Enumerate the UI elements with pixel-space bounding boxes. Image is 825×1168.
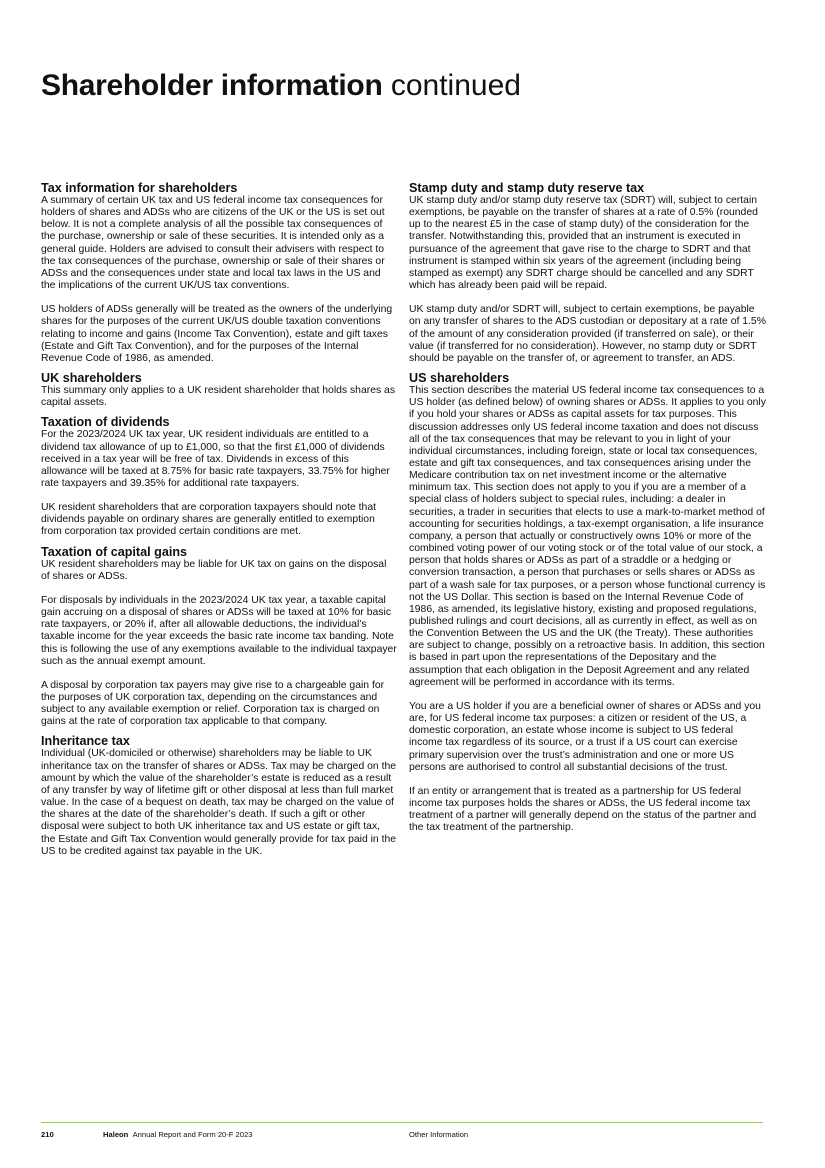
right-column [409, 182, 767, 835]
footer-section-name: Other Information [409, 1130, 469, 1139]
paragraph: This section describes the material US federal income tax consequences to a US holder (as defined below) of owning shares or ADSs. It applies to you only if you hold your shares or ADSs as capital assets for tax purposes. This discussion addresses only US federal income taxation and does not discuss all of the tax consequences that may be relevant to you in light of your individual circumstances, including foreign, state or local tax consequences, estate and gift tax consequences, and tax consequences arising under the Medicare contribution tax on net investment income or the alternative minimum tax. This section does not apply to you if you are a member of a special class of holders subject to special rules, including: a dealer in securities, a trader in securities that elects to use a mark-to-market method of accounting for securities holdings, a tax-exempt organisation, a life insurance company, a person that actually or constructively owns 10% or more of the combined voting power of our voting stock or of the total value of our stock, a person that holds shares or ADSs as part of a straddle or a hedging or conversion transaction, a person that purchases or sells shares or ADSs as part of a wash sale for tax purposes, or a person whose functional currency is not the US Dollar. This section is based on the Internal Revenue Code of 1986, as amended, its legislative history, existing and proposed regulations, published rulings and court decisions, all as currently in effect, as well as on the Convention Between the US and the UK (the Treaty). These authorities are subject to change, possibly on a retroactive basis. In addition, this section is based in part upon the representations of the Depositary and the assumption that each obligation in the Deposit Agreement and any related agreement will be performed in accordance with its terms. [409, 385, 766, 688]
page-title [41, 66, 521, 106]
report-name: Annual Report and Form 20-F 2023 [132, 1130, 253, 1139]
paragraph: This summary only applies to a UK resident shareholder that holds shares as capital assets. [41, 385, 396, 409]
left-column [41, 182, 397, 858]
heading-inheritance-tax: Inheritance tax [41, 734, 130, 749]
paragraph: For disposals by individuals in the 2023/2024 UK tax year, a taxable capital gain accruing on a disposal of shares or ADSs will be taxed at 10% for basic rate taxpayers, or 20% if, after all allowable deductions, the individual’s taxable income for the year exceeds the basic rate income tax banding. Note this is following the use of any exemptions available to the individual taxpayer such as the annual exempt amount. [41, 594, 397, 667]
brand-name: Haleon [103, 1130, 129, 1139]
footer-report-title [103, 1130, 252, 1140]
footer-divider [41, 1122, 763, 1123]
paragraph: US holders of ADSs generally will be treated as the owners of the underlying shares for the purposes of the current UK/US double taxation conventions relating to income and gains (Income Tax Convention), estate and gift taxes (Estate and Gift Tax Convention), and for the purposes of the Internal Revenue Code of 1986, as amended. [41, 304, 393, 364]
heading-taxation-of-dividends: Taxation of dividends [41, 415, 170, 430]
paragraph: UK stamp duty and/or SDRT will, subject to certain exemptions, be payable on any transfer of shares to the ADS custodian or depositary at a rate of 1.5% of the amount of any consideration provided (if transferred on sale), or their value (if transferred for no consideration). However, no stamp duty or SDRT should be payable on the transfer of, or agreement to transfer, an ADS. [409, 304, 766, 364]
paragraph: UK resident shareholders that are corporation taxpayers should note that dividends payable on ordinary shares are generally entitled to exemption from corporation tax provided certain conditions are met. [41, 502, 377, 538]
paragraph: Individual (UK-domiciled or otherwise) shareholders may be liable to UK inheritance tax on the transfer of shares or ADSs. Tax may be charged on the amount by which the value of the shareholder’s estate is reduced as a result of any transfer by way of lifetime gift or other disposal at less than full market value. In the case of a bequest on death, tax may be charged on the value of the shares at the date of the shareholder’s death. If such a gift or other disposal were subject to both UK inheritance tax and US estate or gift tax, the Estate and Gift Tax Convention would generally provide for tax paid in the US to be credited against tax payable in the UK. [41, 748, 397, 857]
heading-us-shareholders: US shareholders [409, 371, 510, 386]
paragraph: UK resident shareholders may be liable for UK tax on gains on the disposal of shares or ADSs. [41, 558, 387, 582]
page-number: 210 [41, 1130, 54, 1139]
paragraph: A disposal by corporation tax payers may give rise to a chargeable gain for the purposes of UK corporation tax, depending on the circumstances and subject to any available exemption or relief. Corporation tax is charged on gains at the rate of corporation tax applicable to that company. [41, 679, 385, 728]
paragraph: If an entity or arrangement that is treated as a partnership for US federal income tax purposes holds the shares or ADSs, the US federal income tax treatment of a partner will generally depend on the status of the partner and the tax treatment of the partnership. [409, 785, 757, 834]
heading-taxation-of-capital-gains: Taxation of capital gains [41, 544, 188, 559]
heading-tax-information: Tax information for shareholders [41, 181, 238, 195]
paragraph: For the 2023/2024 UK tax year, UK resident individuals are entitled to a dividend tax allowance of up to £1,000, so that the first £1,000 of dividends received in a tax year will be free of tax. Dividends in excess of this allowance will be taxed at 8.75% for basic rate taxpayers, 33.75% for higher rate taxpayers and 39.35% for additional rate taxpayers. [41, 429, 390, 489]
page-title-continued: continued [390, 69, 521, 102]
paragraph: A summary of certain UK tax and US federal income tax consequences for holders of shares and ADSs who are citizens of the UK or the US is set out below. It is not a complete analysis of all the possible tax consequences of the purchase, ownership or sale of these securities. It is intended only as a general guide. Holders are advised to consult their advisers with respect to the tax consequences of the purchase, ownership or sale of their shares or ADSs and the consequences under state and local tax laws in the US and the implications of the current UK/US tax conventions. [41, 195, 385, 292]
heading-stamp-duty: Stamp duty and stamp duty reserve tax [409, 181, 645, 195]
heading-uk-shareholders: UK shareholders [41, 371, 142, 386]
paragraph: You are a US holder if you are a beneficial owner of shares or ADSs and you are, for US federal income tax purposes: a citizen or resident of the US, a domestic corporation, an estate whose income is subject to US federal income tax regardless of its source, or a trust if a US court can exercise primary supervision over the trust’s administration and one or more US persons are authorised to control all substantial decisions of the trust. [409, 700, 761, 773]
page-title-bold: Shareholder information [41, 69, 383, 102]
paragraph: UK stamp duty and/or stamp duty reserve tax (SDRT) will, subject to certain exemptions, be payable on the transfer of shares at a rate of 0.5% (rounded up to the nearest £5 in the case of stamp duty) of the consideration for the transfer. Notwithstanding this, provided that an instrument is executed in pursuance of the agreement that gave rise to the charge to SDRT and that instrument is stamped within six years of the agreement (including being stamped as exempt) any SDRT charge should be cancelled and any SDRT which has already been paid will be repaid. [409, 195, 758, 292]
